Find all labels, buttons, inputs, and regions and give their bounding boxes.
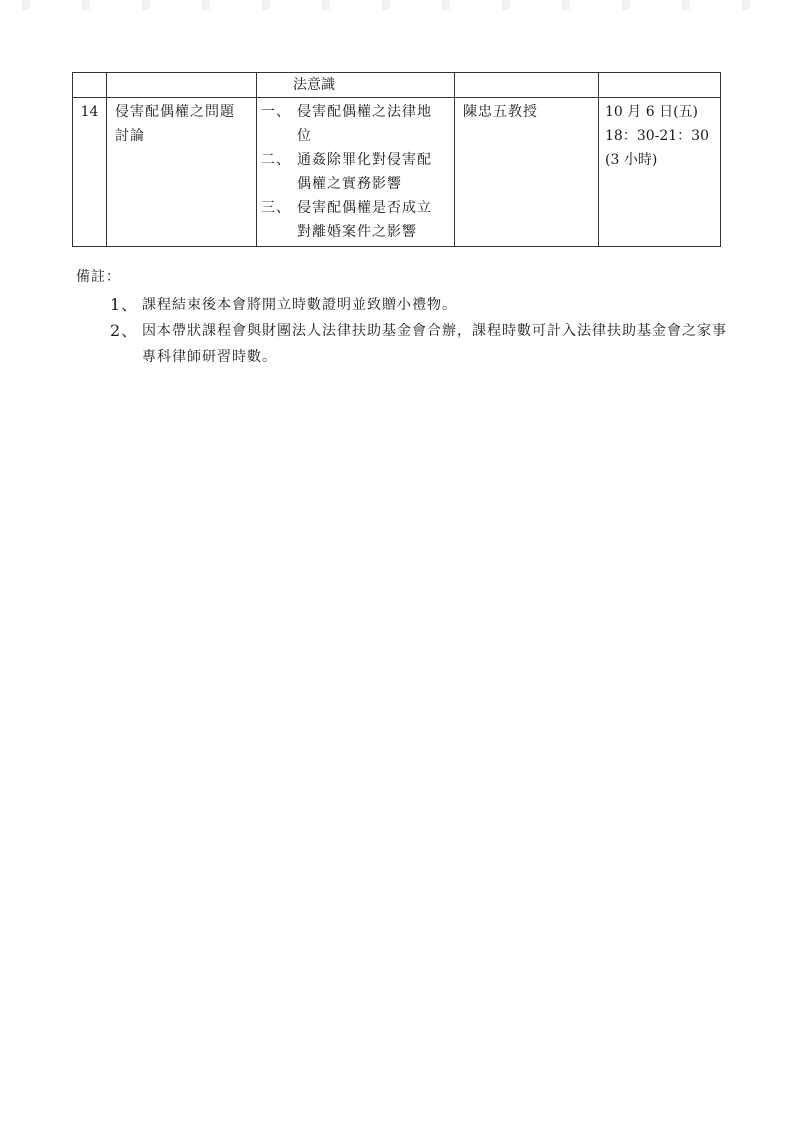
content-item-marker: 三、: [261, 200, 291, 216]
note-item: [110, 292, 736, 318]
time-line: 10 月 6 日(五): [605, 104, 698, 120]
content-item: [261, 148, 450, 196]
note-text: 因本帶狀課程會與財團法人法律扶助基金會合辦，課程時數可計入法律扶助基金會之家事專科律師研習時數。: [142, 323, 727, 365]
content-item-line: 位: [297, 128, 312, 144]
note-item: [110, 318, 736, 370]
note-number: 2、: [110, 321, 139, 340]
note-text: 課程結束後本會將開立時數證明並致贈小禮物。: [142, 297, 457, 313]
content-item: [261, 100, 450, 148]
content-item-line: 對離婚案件之影響: [297, 224, 417, 240]
number-cell: [73, 73, 107, 98]
topic-line: 討論: [115, 128, 145, 144]
time-line: (3 小時): [605, 152, 658, 168]
session-content: [257, 98, 455, 247]
topic-cell: [107, 73, 257, 98]
content-item-line: 通姦除罪化對侵害配: [297, 152, 432, 168]
continuation-row: [73, 73, 721, 98]
content-item: [261, 196, 450, 244]
content-cell: [257, 73, 455, 98]
scan-edge: [0, 0, 800, 10]
session-number: 14: [73, 98, 107, 247]
session-teacher: 陳忠五教授: [455, 98, 599, 247]
notes-title: 備註：: [76, 269, 121, 285]
session-topic: [107, 98, 257, 247]
notes-section: [76, 264, 736, 370]
continued-content-text: 法意識: [293, 77, 335, 93]
table-row: [73, 98, 721, 247]
content-item-marker: 一、: [261, 104, 291, 120]
time-line: 18：30-21：30: [605, 128, 709, 144]
content-item-line: 偶權之實務影響: [297, 176, 402, 192]
content-item-line: 侵害配偶權之法律地: [297, 104, 432, 120]
teacher-cell: [455, 73, 599, 98]
content-item-marker: 二、: [261, 152, 291, 168]
note-number: 1、: [110, 295, 139, 314]
content-item-line: 侵害配偶權是否成立: [297, 200, 432, 216]
time-cell: [599, 73, 721, 98]
course-schedule-table: [72, 72, 721, 247]
session-time: [599, 98, 721, 247]
topic-line: 侵害配偶權之問題: [115, 104, 235, 120]
